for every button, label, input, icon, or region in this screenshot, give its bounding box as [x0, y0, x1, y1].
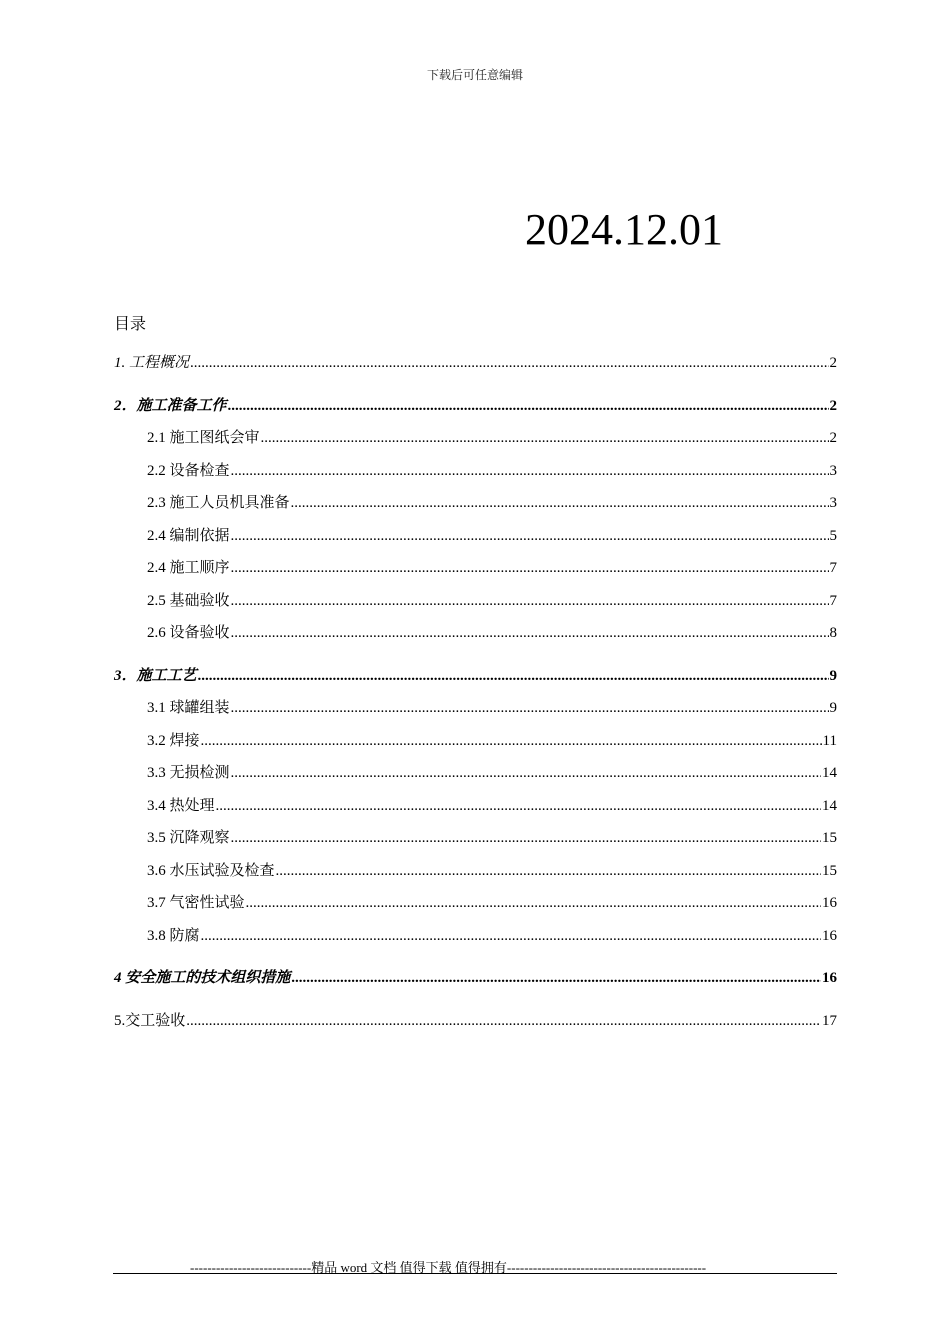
- toc-dot-leader: [231, 620, 829, 646]
- document-date: 2024.12.01: [525, 205, 723, 254]
- toc-dot-leader: [231, 458, 829, 484]
- toc-entry-label: 3.8 防腐: [147, 927, 200, 944]
- toc-entry[interactable]: [114, 425, 837, 458]
- toc-entry-page-number: 15: [822, 830, 837, 846]
- toc-entry-page-number: 16: [822, 927, 837, 944]
- toc-entry-label: 4 安全施工的技术组织措施: [114, 970, 291, 986]
- toc-dot-leader: [186, 1008, 821, 1034]
- toc-entry-label: 3.2 焊接: [147, 732, 200, 749]
- toc-entry-page-number: 3: [829, 462, 837, 479]
- toc-entry-page-number: 14: [822, 797, 837, 814]
- toc-dot-leader: [198, 663, 829, 689]
- toc-entry-page-number: 16: [822, 895, 837, 911]
- toc-dot-leader: [190, 350, 828, 376]
- toc-dot-leader: [228, 393, 829, 419]
- toc-entry-page-number: 2: [829, 355, 837, 371]
- toc-entry-page-number: 9: [829, 667, 837, 684]
- toc-entry-label: 2.4 编制依据: [147, 527, 230, 544]
- toc-entry[interactable]: [114, 1008, 837, 1041]
- toc-entry-page-number: 17: [822, 1012, 837, 1029]
- toc-entry-label: 3.6 水压试验及检查: [147, 862, 275, 879]
- toc-entry[interactable]: [114, 923, 837, 956]
- toc-entry-label: 3.7 气密性试验: [147, 895, 245, 911]
- toc-entry[interactable]: [114, 965, 837, 998]
- toc-entry-page-number: 5: [829, 527, 837, 544]
- toc-entry-label: 3．施工工艺: [114, 667, 197, 684]
- toc-dot-leader: [216, 793, 821, 819]
- toc-entry[interactable]: [114, 695, 837, 728]
- toc-entry-label: 2.5 基础验收: [147, 592, 230, 609]
- toc-dot-leader: [231, 588, 829, 614]
- toc-entry[interactable]: [114, 490, 837, 523]
- toc-entry[interactable]: [114, 620, 837, 653]
- toc-entry[interactable]: [114, 890, 837, 923]
- toc-dot-leader: [231, 760, 821, 786]
- toc-entry-label: 3.4 热处理: [147, 797, 215, 814]
- toc-entry-label: 2.4 施工顺序: [147, 560, 230, 576]
- toc-entry[interactable]: [114, 663, 837, 696]
- toc-dot-leader: [231, 825, 821, 851]
- table-of-contents: [114, 350, 837, 1040]
- toc-entry[interactable]: [114, 588, 837, 621]
- toc-entry-page-number: 3: [829, 495, 837, 511]
- toc-entry[interactable]: [114, 793, 837, 826]
- toc-entry-page-number: 15: [822, 862, 837, 879]
- toc-title: 目录: [114, 316, 147, 333]
- toc-entry-label: 2．施工准备工作: [114, 397, 227, 414]
- toc-entry[interactable]: [114, 555, 837, 588]
- toc-entry[interactable]: [114, 393, 837, 426]
- toc-entry-page-number: 8: [829, 625, 837, 641]
- toc-entry-page-number: 7: [829, 592, 837, 609]
- toc-entry-page-number: 14: [822, 765, 837, 781]
- toc-entry-page-number: 2: [829, 397, 837, 414]
- toc-entry-label: 5.交工验收: [114, 1012, 186, 1029]
- toc-entry[interactable]: [114, 728, 837, 761]
- toc-dot-leader: [291, 490, 829, 516]
- toc-entry-page-number: 2: [829, 430, 837, 446]
- toc-entry[interactable]: [114, 350, 837, 383]
- toc-dot-leader: [201, 728, 822, 754]
- toc-entry-page-number: 9: [829, 700, 837, 716]
- toc-entry-page-number: 7: [829, 560, 837, 576]
- toc-entry-label: 2.6 设备验收: [147, 625, 230, 641]
- page-header-note: 下载后可任意编辑: [426, 68, 523, 82]
- toc-dot-leader: [231, 523, 829, 549]
- toc-entry[interactable]: [114, 523, 837, 556]
- toc-dot-leader: [246, 890, 821, 916]
- toc-entry-label: 2.3 施工人员机具准备: [147, 495, 290, 511]
- footer-rule: [113, 1273, 837, 1274]
- page-footer-note: ----------------------------精品 word 文档 值得下载 值得拥有----------------------------------------------: [190, 1260, 707, 1275]
- toc-entry[interactable]: [114, 825, 837, 858]
- toc-dot-leader: [261, 425, 829, 451]
- toc-entry[interactable]: [114, 858, 837, 891]
- toc-entry-label: 3.5 沉降观察: [147, 830, 230, 846]
- toc-entry-label: 3.1 球罐组装: [147, 700, 230, 716]
- toc-dot-leader: [291, 965, 821, 991]
- toc-entry[interactable]: [114, 760, 837, 793]
- toc-entry-page-number: 11: [822, 732, 837, 749]
- toc-entry-page-number: 16: [822, 970, 837, 986]
- toc-dot-leader: [231, 695, 829, 721]
- toc-entry-label: 3.3 无损检测: [147, 765, 230, 781]
- toc-dot-leader: [231, 555, 829, 581]
- toc-entry[interactable]: [114, 458, 837, 491]
- toc-entry-label: 1. 工程概况: [114, 355, 190, 371]
- toc-entry-label: 2.1 施工图纸会审: [147, 430, 260, 446]
- toc-entry-label: 2.2 设备检查: [147, 462, 230, 479]
- toc-dot-leader: [201, 923, 821, 949]
- toc-dot-leader: [276, 858, 821, 884]
